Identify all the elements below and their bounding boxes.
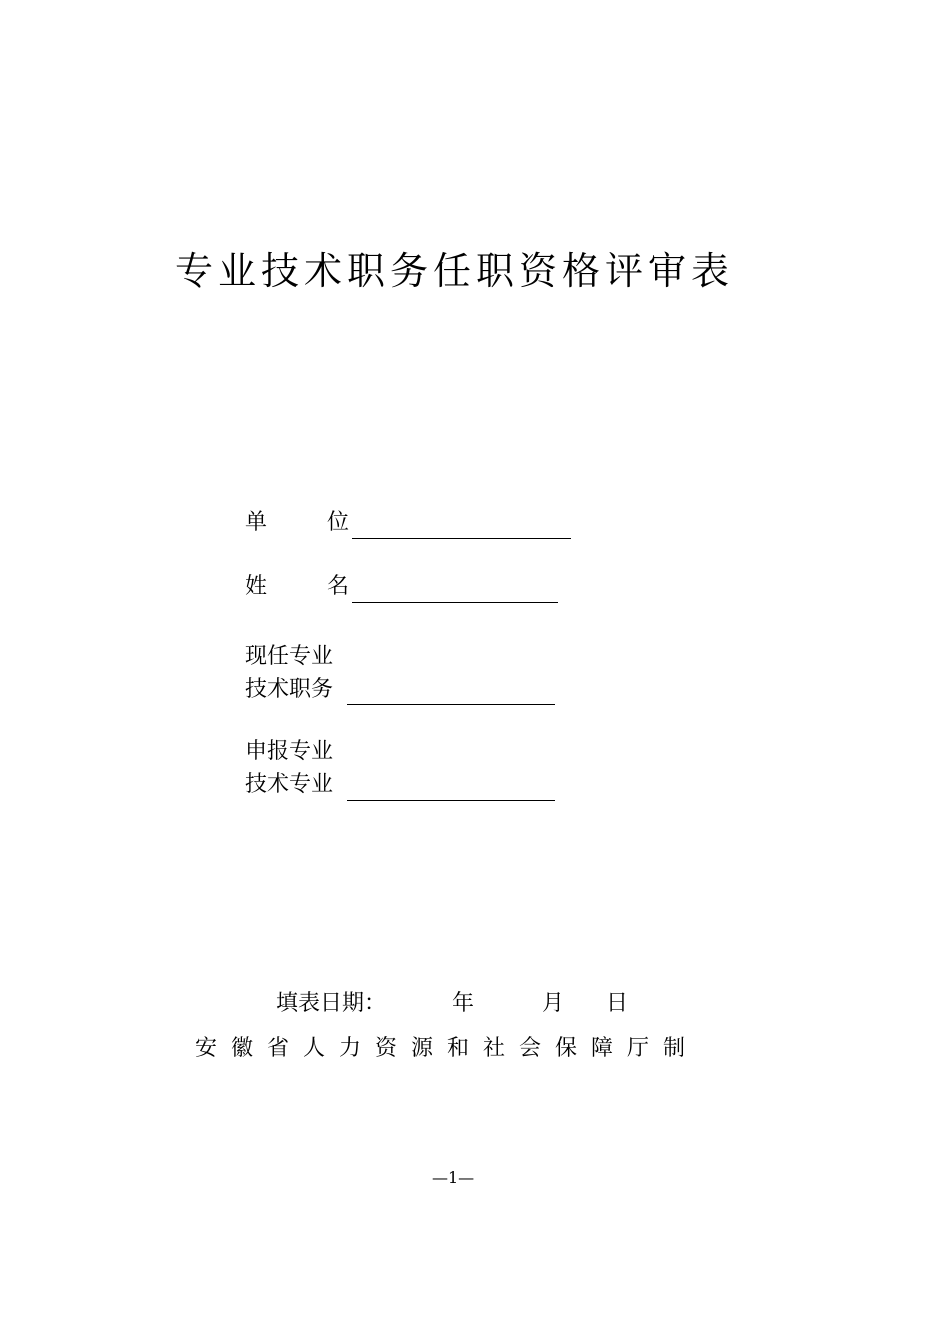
current-position-field-line[interactable]	[347, 704, 555, 705]
current-position-label-line2: 技术职务	[245, 677, 334, 702]
date-day: 日	[606, 991, 629, 1016]
name-label-second	[327, 576, 349, 598]
name-label-char-2: 名	[327, 574, 350, 599]
date-month: 月	[542, 991, 565, 1016]
unit-label-char-1: 单	[245, 510, 268, 535]
unit-label	[245, 512, 267, 534]
page-title: 专业技术职务任职资格评审表	[175, 249, 735, 293]
unit-label-second	[327, 512, 349, 534]
date-label: 填表日期：	[276, 991, 387, 1016]
current-position-label-line1: 现任专业	[245, 644, 334, 669]
applied-position-label-line1: 申报专业	[245, 739, 334, 764]
name-label	[245, 576, 267, 598]
unit-label-char-2: 位	[327, 510, 350, 535]
issuer-text: 安徽省人力资源和社会保障厅制	[195, 1036, 700, 1061]
page-number: —1—	[432, 1168, 475, 1187]
name-label-char-1: 姓	[245, 574, 268, 599]
name-field-line[interactable]	[352, 602, 558, 603]
applied-position-field-line[interactable]	[347, 800, 555, 801]
applied-position-label-line2: 技术专业	[245, 772, 334, 797]
date-year: 年	[452, 991, 475, 1016]
unit-field-line[interactable]	[352, 538, 571, 539]
